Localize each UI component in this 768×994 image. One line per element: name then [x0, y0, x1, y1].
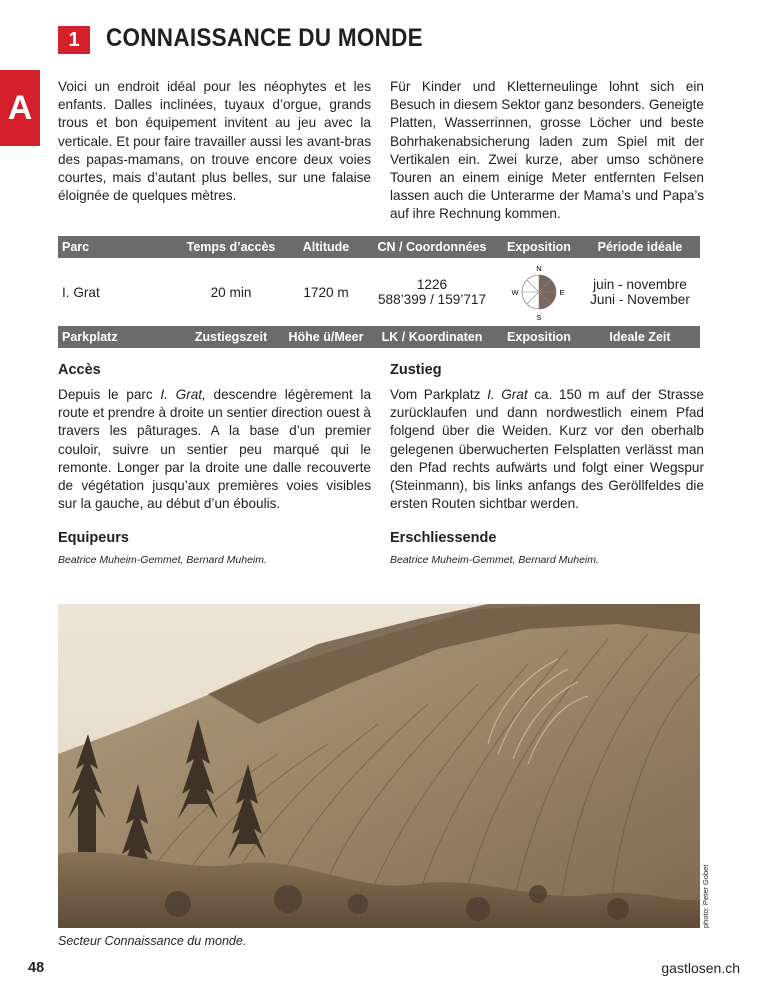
compass-e: E — [559, 288, 565, 297]
equippers-names-de: Beatrice Muheim-Gemmet, Bernard Muheim. — [390, 554, 599, 566]
equippers-names-fr: Beatrice Muheim-Gemmet, Bernard Muheim. — [58, 554, 267, 566]
exposition-compass — [498, 258, 580, 326]
sector-title: CONNAISSANCE DU MONDE — [106, 24, 423, 52]
access-title-de: Zustieg — [390, 362, 442, 378]
intro-german: Für Kinder und Kletterneulinge lohnt sich ein Besuch in diesem Sektor ganz besonders. Geneigte Platten, Wasserrinnen, grosse Löcher und beste Bohrhakenabsicherung laden zum Spiel mit der Vertikalen ein. Zwei kurze, aber umso schönere Touren an einem einige Meter entfernten Felsen lassen auch die Unterarme der Mama’s und Papa’s auf ihre Rechnung kommen. — [390, 79, 704, 222]
page-number: 48 — [28, 960, 45, 976]
header-koordinaten: LK / Koordinaten — [381, 330, 483, 344]
header-parc: Parc — [62, 240, 90, 254]
header-altitude: Altitude — [302, 240, 350, 254]
compass-n: N — [536, 264, 542, 273]
header-exposition: Exposition — [507, 240, 571, 254]
rock-face-photo — [58, 604, 700, 928]
header-zustiegszeit: Zustiegszeit — [194, 330, 268, 344]
equippers-title-fr: Equipeurs — [58, 530, 129, 546]
access-text-de: Vom Parkplatz I. Grat ca. 150 m auf der Strasse zurücklaufen und dann nordwestlich einem Pfad folgend über die Weiden. Kurz vor den oberhalb gelegenen überwucherten Felsplatten verlässt man den Pfad rechts aufwärts und folgt einer Wegspur (Steinmann), bis links anfangs des Geröllfeldes die ersten Routen sichtbar werden. — [390, 387, 704, 512]
header-hoehe: Höhe ü/Meer — [288, 330, 364, 344]
photo-caption: Secteur Connaissance du monde. — [58, 934, 247, 948]
header-ideale-zeit: Ideale Zeit — [609, 330, 671, 344]
equippers-title-de: Erschliessende — [390, 530, 497, 546]
period-de: Juni - November — [590, 292, 690, 307]
access-text-fr: Depuis le parc I. Grat, descendre légèrement la route et prendre à droite un sentier direction ouest à travers les pâturages. A la base d’un premier couloir, suivre un sentier peu marqué qui le remonte. Longer par la droite une dalle recouverte de végétation jusqu’aux premières voies visibles sur la gauche, au début d’un éboulis. — [58, 387, 372, 512]
info-header-fr — [58, 236, 700, 258]
info-values-row — [58, 258, 700, 326]
compass-w: W — [511, 288, 519, 297]
sector-number-badge: 1 — [58, 26, 90, 54]
period-fr: juin - novembre — [593, 277, 687, 292]
header-exposition-de: Exposition — [507, 330, 571, 344]
site-url: gastlosen.ch — [661, 960, 740, 976]
map-number: 1226 — [416, 277, 448, 292]
access-title-fr: Accès — [58, 362, 101, 378]
info-table — [58, 236, 700, 348]
header-coordinates: CN / Coordonnées — [377, 240, 487, 254]
header-access-time: Temps d’accès — [186, 240, 276, 254]
info-header-de — [58, 326, 700, 348]
period-value — [580, 277, 700, 307]
coordinates-value — [366, 277, 498, 307]
intro-french: Voici un endroit idéal pour les néophytes et les enfants. Dalles inclinées, tuyaux d’orgue, grands trous et bon équipement invitent au jeu avec la verticale. Et pour faire travailler aussi les avant-bras des papas-mamans, on trouve encore deux voies courtes, mais d’autant plus belles, sur une falaise éloignée de quelques mètres. — [58, 79, 371, 204]
coordinates: 588’399 / 159’717 — [377, 292, 487, 307]
header-parkplatz: Parkplatz — [62, 330, 118, 344]
parking-value: I. Grat — [62, 284, 100, 300]
chapter-tab-letter: A — [0, 70, 40, 146]
access-time-value: 20 min — [210, 284, 252, 300]
altitude-value: 1720 m — [303, 284, 349, 300]
sector-photo — [58, 604, 700, 928]
compass-rose-icon — [504, 261, 574, 323]
compass-s: S — [536, 313, 542, 322]
header-period: Période idéale — [597, 240, 683, 254]
photo-credit: photo: Peter Gobet — [701, 864, 710, 928]
